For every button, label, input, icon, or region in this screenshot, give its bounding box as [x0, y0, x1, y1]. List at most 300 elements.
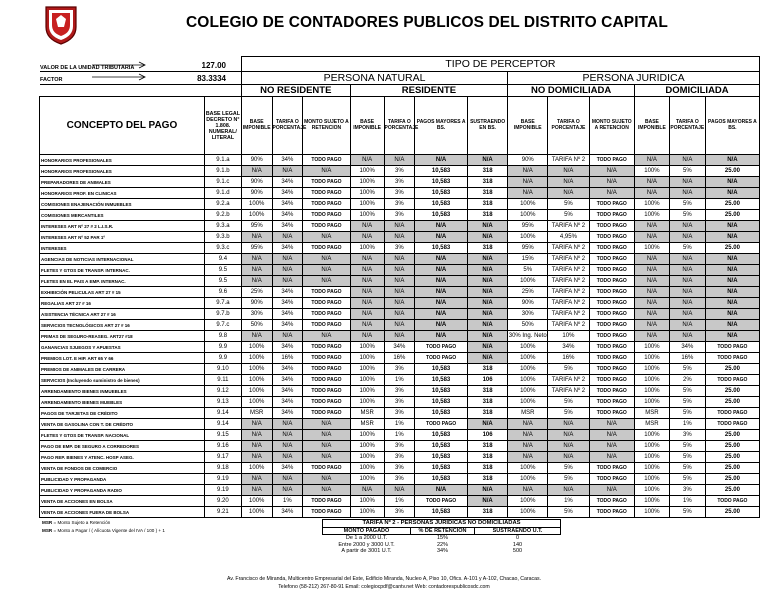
value-cell: TARIFA Nº 2 [548, 254, 589, 265]
value-cell: TODO PAGO [589, 320, 634, 331]
value-cell: 25.00 [705, 430, 759, 441]
value-cell: TODO PAGO [589, 331, 634, 342]
value-cell: TODO PAGO [303, 375, 351, 386]
value-cell: 100% [350, 243, 384, 254]
value-cell: 4,95% [548, 232, 589, 243]
value-cell: N/A [548, 441, 589, 452]
concepto-cell: ARRENDAMIENTO BIENES MUEBLES [40, 397, 205, 408]
value-cell: 100% [350, 430, 384, 441]
concepto-cell: COMISIONES ENAJENACIÓN INMUEBLES [40, 199, 205, 210]
value-cell: N/A [548, 452, 589, 463]
value-cell: 10,583 [415, 397, 468, 408]
value-cell: N/A [669, 177, 705, 188]
value-cell: 318 [468, 210, 508, 221]
value-cell: N/A [468, 331, 508, 342]
residente: RESIDENTE [350, 85, 507, 97]
value-cell: N/A [241, 276, 272, 287]
value-cell: 25.00 [705, 199, 759, 210]
value-cell: N/A [669, 287, 705, 298]
numeral-cell: 9.1.a [204, 155, 241, 166]
value-cell: N/A [384, 276, 415, 287]
value-cell: 100% [508, 342, 548, 353]
value-cell: N/A [468, 232, 508, 243]
value-cell: 90% [241, 188, 272, 199]
value-cell: 318 [468, 397, 508, 408]
value-cell: TODO PAGO [303, 221, 351, 232]
value-cell: N/A [589, 166, 634, 177]
table-row [40, 496, 760, 507]
col-header: TARIFA O PORCENTAJE [548, 97, 589, 155]
value-cell: 95% [241, 243, 272, 254]
value-cell: 3% [384, 507, 415, 518]
value-cell: 95% [508, 221, 548, 232]
value-cell: N/A [272, 265, 303, 276]
numeral-cell: 9.1.b [204, 166, 241, 177]
value-cell: N/A [303, 441, 351, 452]
value-cell: N/A [589, 441, 634, 452]
value-cell: 90% [241, 298, 272, 309]
value-cell: 95% [508, 243, 548, 254]
value-cell: N/A [705, 287, 759, 298]
value-cell: 5% [548, 463, 589, 474]
value-cell: N/A [468, 276, 508, 287]
value-cell: 34% [272, 199, 303, 210]
value-cell: N/A [468, 221, 508, 232]
value-cell: N/A [415, 254, 468, 265]
page-title: COLEGIO DE CONTADORES PUBLICOS DEL DISTRITO CAPITAL [186, 14, 668, 31]
value-cell: MSR [634, 419, 669, 430]
value-cell: TARIFA Nº 2 [548, 265, 589, 276]
value-cell: 25.00 [705, 485, 759, 496]
value-cell: N/A [705, 309, 759, 320]
numeral-cell: 9.9 [204, 342, 241, 353]
numeral-cell: 9.1.d [204, 188, 241, 199]
numeral-cell: 9.2.b [204, 210, 241, 221]
value-cell: N/A [272, 452, 303, 463]
value-cell: N/A [468, 298, 508, 309]
concepto-cell: PREMIOS LOT. E HIP. ART 65 Y 66 [40, 353, 205, 364]
value-cell: TODO PAGO [589, 463, 634, 474]
value-cell: N/A [669, 298, 705, 309]
value-cell: 100% [350, 364, 384, 375]
value-cell: 90% [508, 155, 548, 166]
value-cell: TODO PAGO [303, 298, 351, 309]
numeral-cell: 9.10 [204, 364, 241, 375]
value-cell: TODO PAGO [589, 353, 634, 364]
value-cell: N/A [705, 320, 759, 331]
value-cell: N/A [634, 232, 669, 243]
value-cell: 100% [241, 386, 272, 397]
value-cell: 25% [241, 287, 272, 298]
value-cell: N/A [241, 430, 272, 441]
value-cell: TODO PAGO [589, 298, 634, 309]
value-cell: 100% [350, 353, 384, 364]
table-row [40, 254, 760, 265]
value-cell: 5% [669, 507, 705, 518]
value-cell: N/A [468, 419, 508, 430]
numeral-cell: 9.18 [204, 463, 241, 474]
value-cell: 10,583 [415, 199, 468, 210]
value-cell: N/A [705, 155, 759, 166]
value-cell: 25.00 [705, 441, 759, 452]
value-cell: 10,583 [415, 441, 468, 452]
value-cell: N/A [634, 287, 669, 298]
numeral-cell: 9.5 [204, 276, 241, 287]
value-cell: 318 [468, 463, 508, 474]
concepto-cell: FLETES Y GTOS DE TRANSP. NACIONAL [40, 430, 205, 441]
value-cell: 10% [548, 331, 589, 342]
value-cell: 30% Ing. Neto [508, 331, 548, 342]
numeral-cell: 9.6 [204, 287, 241, 298]
col-header: TARIFA O PORCENTAJE [384, 97, 415, 155]
value-cell: N/A [303, 474, 351, 485]
value-cell: 100% [241, 397, 272, 408]
value-cell: 34% [272, 386, 303, 397]
value-cell: N/A [350, 485, 384, 496]
value-cell: N/A [303, 276, 351, 287]
value-cell: 1% [669, 496, 705, 507]
concepto-cell: AGENCIAS DE NOTICIAS INTERNACIONAL [40, 254, 205, 265]
value-cell: 3% [384, 452, 415, 463]
value-cell: 34% [272, 375, 303, 386]
value-cell: TODO PAGO [303, 243, 351, 254]
numeral-cell: 9.7.b [204, 309, 241, 320]
value-cell: 100% [241, 342, 272, 353]
table-row [40, 452, 760, 463]
value-cell: 10,583 [415, 375, 468, 386]
tarifa2-cell: De 1 a 2000 U.T. [345, 535, 388, 541]
table-row [40, 419, 760, 430]
domiciliada: DOMICILIADA [634, 85, 759, 97]
value-cell: N/A [634, 254, 669, 265]
value-cell: N/A [384, 265, 415, 276]
value-cell: N/A [350, 298, 384, 309]
no-residente: NO RESIDENTE [241, 85, 350, 97]
value-cell: 5% [669, 474, 705, 485]
value-cell: 100% [350, 177, 384, 188]
value-cell: N/A [303, 232, 351, 243]
value-cell: TODO PAGO [589, 199, 634, 210]
value-cell: 100% [350, 210, 384, 221]
footer-contact: Telefono (58-212) 267-80-91 Email: colegiocpdf@cantv.net Web: contadorespublicosdc.com [278, 584, 490, 590]
value-cell: TARIFA Nº 2 [548, 276, 589, 287]
concepto-cell: GANANCIAS SJUEGOS Y APUESTAS [40, 342, 205, 353]
table-row [40, 375, 760, 386]
value-cell: 10,583 [415, 166, 468, 177]
value-cell: 34% [272, 364, 303, 375]
value-cell: TODO PAGO [589, 221, 634, 232]
value-cell: N/A [468, 265, 508, 276]
note-text: = Monto Sujeto a Retención [53, 520, 111, 525]
concepto-cell: ASISTENCIA TÉCNICA ART 27 # 16 [40, 309, 205, 320]
value-cell: TODO PAGO [705, 408, 759, 419]
value-cell: 100% [508, 496, 548, 507]
value-cell: N/A [241, 254, 272, 265]
value-cell: TODO PAGO [415, 353, 468, 364]
value-cell: 3% [384, 441, 415, 452]
value-cell: 100% [508, 375, 548, 386]
value-cell: N/A [272, 232, 303, 243]
value-cell: 100% [634, 199, 669, 210]
value-cell: MSR [634, 408, 669, 419]
col-header: MONTO SUJETO A RETENCION [589, 97, 634, 155]
value-cell: N/A [669, 320, 705, 331]
value-cell: 100% [350, 463, 384, 474]
value-cell: N/A [705, 232, 759, 243]
col-header: BASE IMPONIBLE [634, 97, 669, 155]
value-cell: 34% [548, 342, 589, 353]
value-cell: 34% [272, 177, 303, 188]
value-cell: 5% [669, 452, 705, 463]
value-cell: 34% [272, 397, 303, 408]
value-cell: N/A [468, 353, 508, 364]
value-cell: TODO PAGO [303, 507, 351, 518]
value-cell: N/A [350, 331, 384, 342]
numeral-cell: 9.14 [204, 408, 241, 419]
value-cell: N/A [634, 188, 669, 199]
numeral-cell: 9.21 [204, 507, 241, 518]
value-cell: TODO PAGO [303, 463, 351, 474]
value-cell: N/A [303, 452, 351, 463]
table-row [40, 474, 760, 485]
concepto-cell: HONORARIOS PROFESIONALES [40, 155, 205, 166]
value-cell: 100% [508, 232, 548, 243]
value-cell: 100% [241, 199, 272, 210]
persona-juridica: PERSONA JURIDICA [508, 72, 760, 85]
value-cell: 10,583 [415, 408, 468, 419]
value-cell: TODO PAGO [303, 397, 351, 408]
value-cell: TODO PAGO [589, 243, 634, 254]
value-cell: N/A [669, 276, 705, 287]
value-cell: 318 [468, 166, 508, 177]
value-cell: 50% [241, 320, 272, 331]
value-cell: N/A [508, 441, 548, 452]
value-cell: N/A [350, 254, 384, 265]
numeral-cell: 9.2.a [204, 199, 241, 210]
value-cell: 5% [669, 199, 705, 210]
numeral-cell: 9.1.c [204, 177, 241, 188]
value-cell: N/A [384, 221, 415, 232]
value-cell: 100% [350, 474, 384, 485]
value-cell: TARIFA Nº 2 [548, 386, 589, 397]
value-cell: N/A [241, 232, 272, 243]
value-cell: N/A [669, 254, 705, 265]
value-cell: 100% [634, 166, 669, 177]
value-cell: 100% [241, 375, 272, 386]
numeral-cell: 9.12 [204, 386, 241, 397]
value-cell: 34% [272, 320, 303, 331]
value-cell: N/A [384, 320, 415, 331]
numeral-cell: 9.9 [204, 353, 241, 364]
value-cell: N/A [272, 166, 303, 177]
value-cell: N/A [350, 265, 384, 276]
value-cell: TODO PAGO [589, 232, 634, 243]
value-cell: TODO PAGO [589, 386, 634, 397]
value-cell: 5% [669, 210, 705, 221]
value-cell: 5% [548, 408, 589, 419]
table-row [40, 463, 760, 474]
value-cell: N/A [350, 221, 384, 232]
numeral-cell: 9.19 [204, 485, 241, 496]
value-cell: 3% [384, 243, 415, 254]
tarifa2-cell: 15% [436, 535, 448, 541]
numeral-cell: 9.11 [204, 375, 241, 386]
concepto-cell: FLETES Y GTOS DE TRANSP. INTERNAC. [40, 265, 205, 276]
value-cell: 318 [468, 188, 508, 199]
numeral-cell: 9.4 [204, 254, 241, 265]
value-cell: N/A [415, 298, 468, 309]
value-cell: TODO PAGO [705, 496, 759, 507]
value-cell: N/A [705, 331, 759, 342]
table-row [40, 287, 760, 298]
value-cell: 318 [468, 386, 508, 397]
note-key: MSR [42, 520, 53, 525]
value-cell: N/A [634, 331, 669, 342]
value-cell: 25.00 [705, 507, 759, 518]
table-row [40, 232, 760, 243]
value-cell: N/A [303, 430, 351, 441]
value-cell: 5% [508, 265, 548, 276]
value-cell: N/A [241, 441, 272, 452]
value-cell: N/A [669, 265, 705, 276]
value-cell: TODO PAGO [303, 309, 351, 320]
value-cell: 10,583 [415, 386, 468, 397]
value-cell: 5% [548, 507, 589, 518]
concepto-cell: INTERESES ART Nº 52 PAR 1º [40, 232, 205, 243]
value-cell: 10,583 [415, 364, 468, 375]
value-cell: N/A [669, 309, 705, 320]
value-cell: 5% [669, 243, 705, 254]
value-cell: 100% [634, 342, 669, 353]
value-cell: 3% [669, 430, 705, 441]
value-cell: N/A [384, 485, 415, 496]
value-cell: 10,583 [415, 452, 468, 463]
value-cell: N/A [589, 419, 634, 430]
value-cell: N/A [415, 221, 468, 232]
value-cell: 5% [669, 408, 705, 419]
value-cell: N/A [241, 265, 272, 276]
value-cell: N/A [508, 485, 548, 496]
value-cell: 3% [384, 188, 415, 199]
value-cell: 100% [350, 375, 384, 386]
value-cell: 100% [350, 441, 384, 452]
value-cell: N/A [415, 331, 468, 342]
value-cell: 3% [384, 177, 415, 188]
value-cell: TODO PAGO [303, 177, 351, 188]
value-cell: 100% [634, 375, 669, 386]
value-cell: 5% [548, 199, 589, 210]
value-cell: 34% [272, 507, 303, 518]
ut-label: VALOR DE LA UNIDAD TRIBUTARIA [40, 65, 135, 71]
value-cell: TODO PAGO [589, 155, 634, 166]
concepto-cell: REGALIAS ART 27 # 16 [40, 298, 205, 309]
table-row [40, 408, 760, 419]
value-cell: N/A [634, 298, 669, 309]
table-row [40, 441, 760, 452]
value-cell: N/A [508, 166, 548, 177]
value-cell: TODO PAGO [589, 309, 634, 320]
col-header: BASE IMPONIBLE [350, 97, 384, 155]
note-key: MSR [42, 528, 53, 533]
value-cell: N/A [303, 485, 351, 496]
value-cell: 90% [241, 177, 272, 188]
value-cell: TODO PAGO [303, 210, 351, 221]
value-cell: 2% [669, 375, 705, 386]
value-cell: 30% [241, 309, 272, 320]
value-cell: 100% [241, 210, 272, 221]
value-cell: N/A [415, 232, 468, 243]
value-cell: N/A [468, 309, 508, 320]
value-cell: 100% [508, 353, 548, 364]
persona-natural: PERSONA NATURAL [241, 72, 507, 85]
table-row [40, 331, 760, 342]
value-cell: 5% [669, 441, 705, 452]
value-cell: 100% [350, 452, 384, 463]
value-cell: 25% [508, 287, 548, 298]
numeral-cell: 9.3.b [204, 232, 241, 243]
value-cell: N/A [272, 430, 303, 441]
value-cell: 10,583 [415, 210, 468, 221]
tarifa2-cell: 22% [436, 541, 448, 548]
value-cell: N/A [669, 331, 705, 342]
value-cell: MSR [508, 408, 548, 419]
value-cell: TODO PAGO [303, 364, 351, 375]
col-header: TARIFA O PORCENTAJE [669, 97, 705, 155]
numeral-cell: 9.17 [204, 452, 241, 463]
value-cell: N/A [415, 320, 468, 331]
tarifa2-header: % DE RETENCION [411, 527, 475, 535]
concepto-cell: EXHIBICIÓN PELICULAS ART 27 # 15 [40, 287, 205, 298]
value-cell: N/A [548, 188, 589, 199]
value-cell: TODO PAGO [705, 419, 759, 430]
value-cell: 25.00 [705, 210, 759, 221]
value-cell: N/A [669, 188, 705, 199]
value-cell: 100% [508, 199, 548, 210]
table-row [40, 243, 760, 254]
col-header: TARIFA O PORCENTAJE [272, 97, 303, 155]
concepto-cell: PAGOS DE TARJETAS DE CRÉDITO [40, 408, 205, 419]
value-cell: TODO PAGO [705, 353, 759, 364]
value-cell: N/A [589, 188, 634, 199]
value-cell: TODO PAGO [705, 375, 759, 386]
value-cell: N/A [634, 320, 669, 331]
tarifa2-title: TARIFA Nº 2 - PERSONAS JURIDICAS NO DOMICILIADAS [323, 520, 561, 528]
value-cell: 16% [384, 353, 415, 364]
value-cell: N/A [241, 474, 272, 485]
value-cell: TODO PAGO [589, 375, 634, 386]
no-domiciliada: NO DOMICILIADA [508, 85, 635, 97]
table-row [40, 507, 760, 518]
table-row [40, 353, 760, 364]
value-cell: TODO PAGO [303, 408, 351, 419]
table-row [40, 166, 760, 177]
numeral-cell: 9.19 [204, 474, 241, 485]
value-cell: 34% [272, 408, 303, 419]
value-cell: N/A [589, 177, 634, 188]
value-cell: N/A [468, 320, 508, 331]
value-cell: 25.00 [705, 474, 759, 485]
value-cell: 5% [669, 397, 705, 408]
value-cell: N/A [468, 496, 508, 507]
value-cell: 318 [468, 177, 508, 188]
value-cell: TODO PAGO [589, 397, 634, 408]
value-cell: 50% [508, 320, 548, 331]
value-cell: N/A [548, 166, 589, 177]
value-cell: 3% [384, 364, 415, 375]
retention-table [39, 56, 760, 518]
tarifa2-cell: 140 [512, 541, 523, 548]
value-cell: 100% [634, 353, 669, 364]
